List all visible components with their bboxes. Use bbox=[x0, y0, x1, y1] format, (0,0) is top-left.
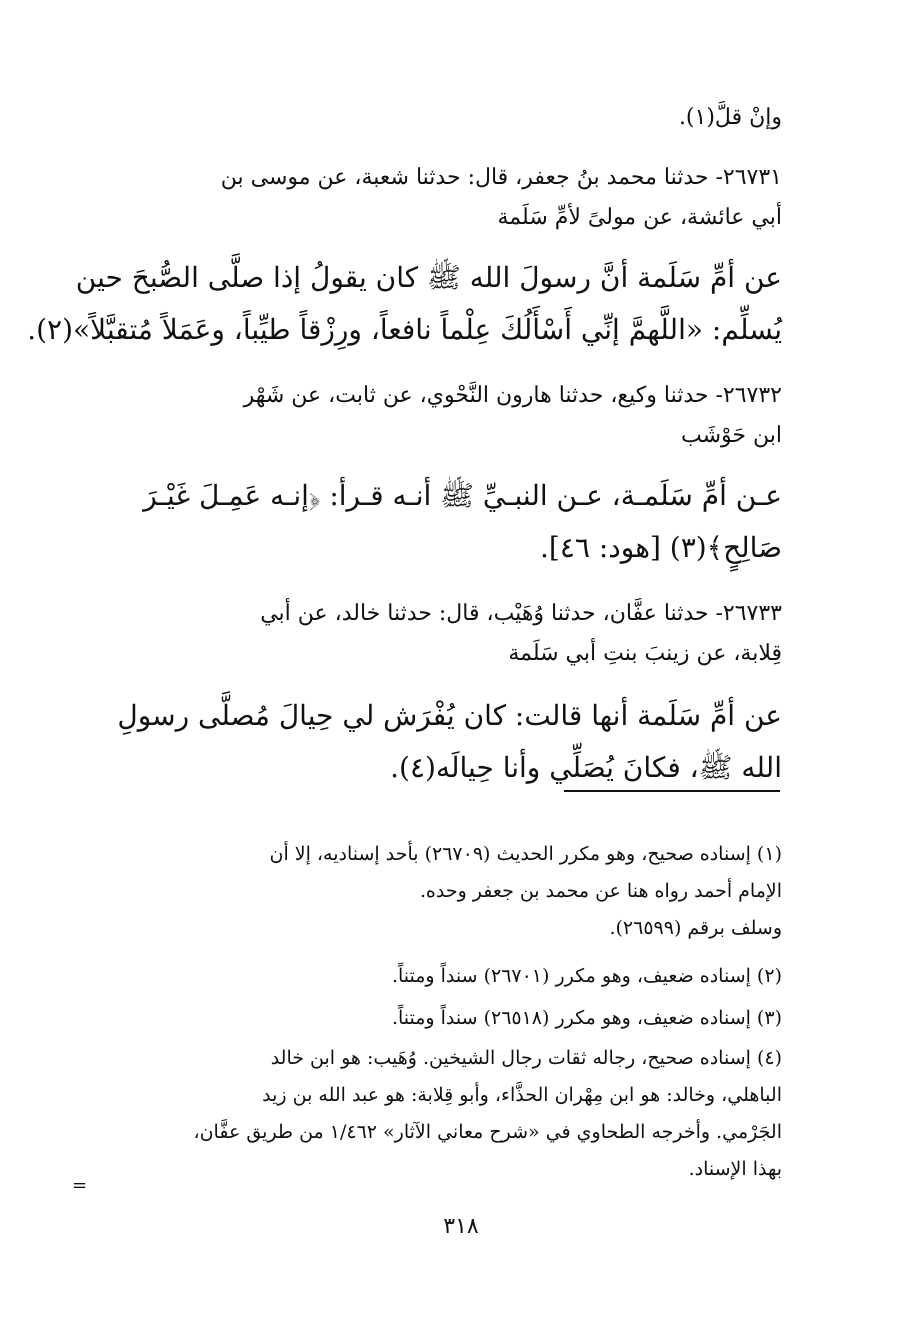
footnote-line: وسلف برقم (٢٦٥٩٩). bbox=[609, 917, 782, 939]
continuation-mark: = bbox=[72, 1175, 88, 1196]
isnad-line: ٢٦٧٣٣- حدثنا عفَّان، حدثنا وُهَيْب، قال: حدثنا خالد، عن أبي bbox=[260, 601, 782, 626]
matn-line: عن أمِّ سَلَمة أنَّ رسولَ الله ﷺ كان يقولُ إذا صلَّى الصُّبحَ حين bbox=[75, 261, 782, 294]
footnote-line: الإمام أحمد رواه هنا عن محمد بن جعفر وحده. bbox=[419, 880, 782, 902]
footnote-line: (٢) إسناده ضعيف، وهو مكرر (٢٦٧٠١) سنداً ومتناً. bbox=[391, 965, 782, 987]
hadith-26732-isnad bbox=[80, 376, 782, 456]
footnote-3 bbox=[80, 1000, 782, 1037]
footnote-line: (٤) إسناده صحيح، رجاله ثقات رجال الشيخين. وُهَيب: هو ابن خالد bbox=[270, 1047, 782, 1069]
footnote-line: (٣) إسناده ضعيف، وهو مكرر (٢٦٥١٨) سنداً ومتناً. bbox=[391, 1007, 782, 1029]
footnote-line: الجَرْمي. وأخرجه الطحاوي في «شرح معاني الآثار» ١/٤٦٢ من طريق عفَّان، bbox=[193, 1121, 782, 1143]
hadith-26733-isnad bbox=[80, 594, 782, 674]
lead-text bbox=[80, 98, 782, 138]
hadith-26733-matn bbox=[80, 690, 782, 794]
page-number: ٣١٨ bbox=[443, 1214, 479, 1239]
isnad-line: قِلابة، عن زينبَ بنتِ أبي سَلَمة bbox=[508, 641, 782, 666]
hadith-26732-matn bbox=[80, 470, 782, 574]
isnad-line: ٢٦٧٣٢- حدثنا وكيع، حدثنا هارون النَّحْوي، عن ثابت، عن شَهْر bbox=[243, 383, 782, 408]
footnote-line: (١) إسناده صحيح، وهو مكرر الحديث (٢٦٧٠٩) بأحد إسناديه، إلا أن bbox=[269, 843, 782, 865]
matn-line: يُسلِّم: «اللَّهمَّ إنِّي أَسْأَلُكَ عِلْماً نافعاً، ورِزْقاً طيِّباً، وعَمَلاً مُتقبَّلاً»(٢). bbox=[27, 313, 782, 346]
isnad-line: أبي عائشة، عن مولىً لأمِّ سَلَمة bbox=[497, 205, 782, 230]
footnote-1 bbox=[80, 836, 782, 947]
matn-line: صَالِحٍ﴾(٣) [هود: ٤٦]. bbox=[540, 531, 782, 564]
footnote-divider bbox=[564, 790, 780, 792]
hadith-26731-matn bbox=[27, 252, 782, 356]
isnad-line: ٢٦٧٣١- حدثنا محمد بنُ جعفر، قال: حدثنا شعبة، عن موسى بن bbox=[220, 165, 782, 190]
footnote-4 bbox=[80, 1040, 782, 1188]
footnote-line: الباهلي، وخالد: هو ابن مِهْران الحذَّاء، وأبو قِلابة: هو عبد الله بن زيد bbox=[262, 1084, 782, 1106]
matn-line: الله ﷺ، فكانَ يُصَلِّي وأنا حِيالَه(٤). bbox=[390, 751, 782, 784]
footnote-line: بهذا الإسناد. bbox=[688, 1158, 782, 1180]
matn-line: عـن أمِّ سَلَمـة، عـن النبـيِّ ﷺ أنـه قـرأ: ﴿إنـه عَمِـلَ غَيْـرَ bbox=[143, 479, 782, 512]
lead-line: وإنْ قلَّ(١). bbox=[678, 105, 782, 130]
footnote-2 bbox=[80, 958, 782, 995]
hadith-26731-isnad bbox=[80, 158, 782, 238]
isnad-line: ابن حَوْشَب bbox=[681, 423, 782, 448]
matn-line: عن أمِّ سَلَمة أنها قالت: كان يُفْرَش لي حِيالَ مُصلَّى رسولِ bbox=[117, 699, 782, 732]
